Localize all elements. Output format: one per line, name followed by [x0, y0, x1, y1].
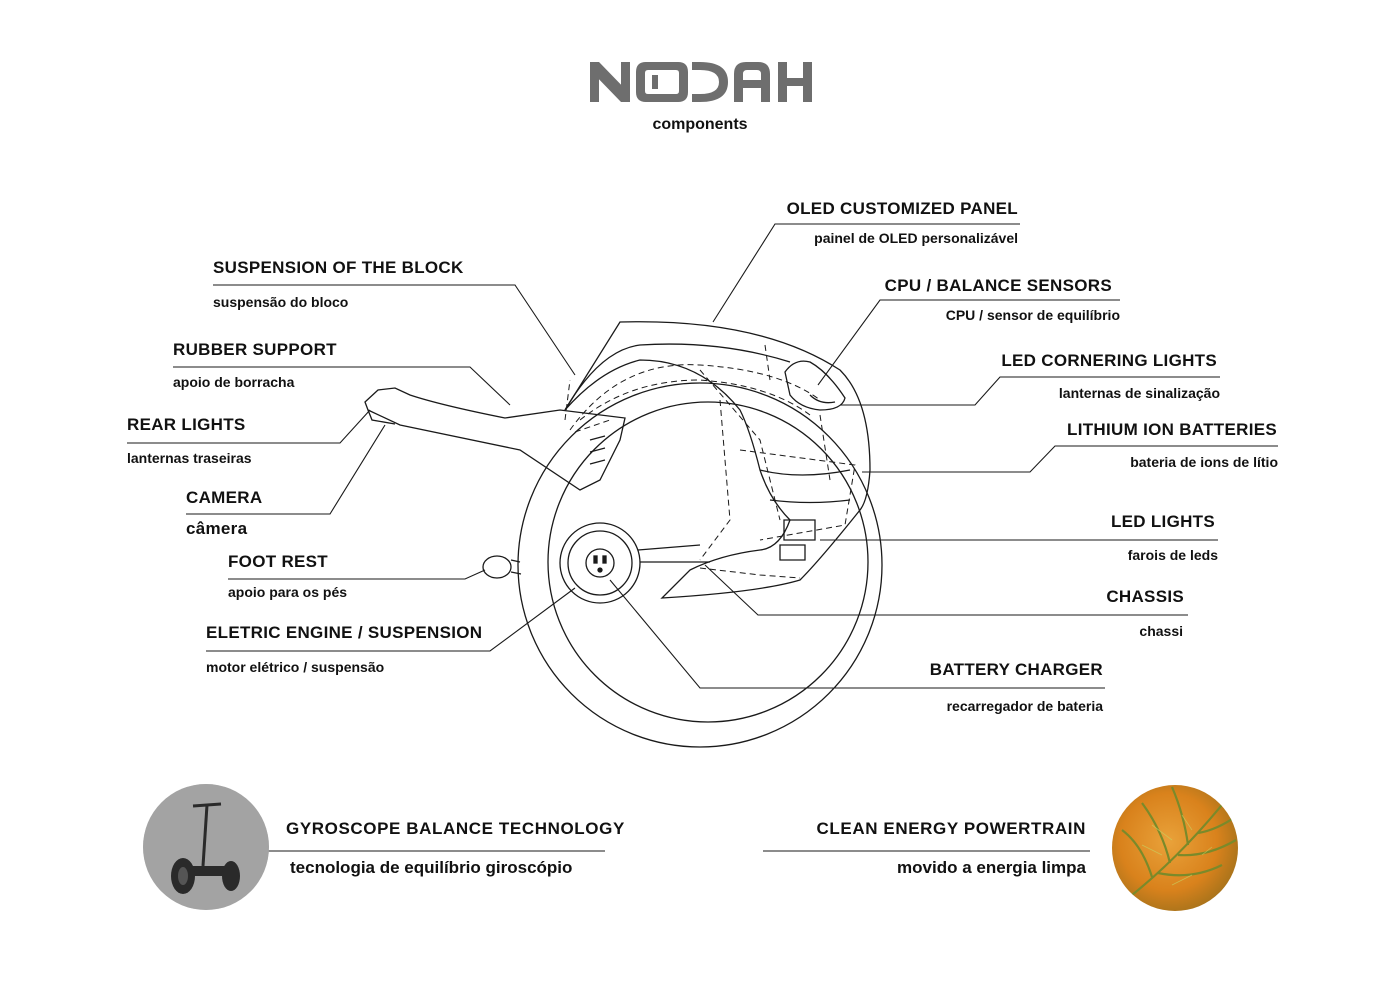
label-rear-lights-subtitle: lanternas traseiras: [127, 450, 252, 466]
hub-outer: [560, 523, 640, 603]
label-charger-title: BATTERY CHARGER: [929, 660, 1103, 679]
feature-gyroscope-title: GYROSCOPE BALANCE TECHNOLOGY: [286, 819, 625, 838]
label-engine-subtitle: motor elétrico / suspensão: [206, 659, 385, 675]
label-camera-subtitle: câmera: [186, 519, 248, 538]
feature-clean-energy-title: CLEAN ENERGY POWERTRAIN: [816, 819, 1086, 838]
feature-gyroscope-subtitle: tecnologia de equilíbrio giroscópio: [290, 858, 573, 877]
feature-clean-energy-subtitle: movido a energia limpa: [897, 858, 1086, 877]
label-rubber-subtitle: apoio de borracha: [173, 374, 295, 390]
hub-mid: [568, 531, 632, 595]
label-chassis-subtitle: chassi: [1139, 623, 1183, 639]
label-lithium-title: LITHIUM ION BATTERIES: [1067, 420, 1277, 439]
label-oled-subtitle: painel de OLED personalizável: [814, 230, 1018, 246]
label-charger-subtitle: recarregador de bateria: [946, 698, 1103, 714]
top-panel: [785, 361, 845, 410]
page-subtitle: components: [652, 116, 748, 133]
hub-inner: [586, 549, 614, 577]
label-lithium-subtitle: bateria de ions de lítio: [1130, 454, 1278, 470]
label-cpu-title: CPU / BALANCE SENSORS: [884, 276, 1112, 295]
label-rubber-title: RUBBER SUPPORT: [173, 340, 337, 359]
label-chassis-title: CHASSIS: [1106, 587, 1184, 606]
label-rear-lights-title: REAR LIGHTS: [127, 415, 246, 434]
label-foot-rest-title: FOOT REST: [228, 552, 328, 571]
label-foot-rest-subtitle: apoio para os pés: [228, 584, 348, 600]
seat-block: [365, 388, 625, 490]
label-led-cornering-title: LED CORNERING LIGHTS: [1001, 351, 1217, 370]
label-led-lights-title: LED LIGHTS: [1110, 512, 1215, 531]
label-suspension-block-subtitle: suspensão do bloco: [213, 294, 349, 310]
label-camera-title: CAMERA: [186, 488, 263, 507]
label-engine-title: ELETRIC ENGINE / SUSPENSION: [206, 623, 483, 642]
foot-rest-shape: [483, 556, 511, 578]
label-oled-title: OLED CUSTOMIZED PANEL: [786, 199, 1018, 218]
label-cpu-subtitle: CPU / sensor de equilíbrio: [945, 307, 1120, 323]
segway-photo: [143, 784, 269, 910]
leaf-photo: [1112, 785, 1238, 911]
label-suspension-block-title: SUSPENSION OF THE BLOCK: [213, 258, 464, 277]
label-led-cornering-subtitle: lanternas de sinalização: [1058, 385, 1220, 401]
label-led-lights-subtitle: farois de leds: [1127, 547, 1218, 563]
